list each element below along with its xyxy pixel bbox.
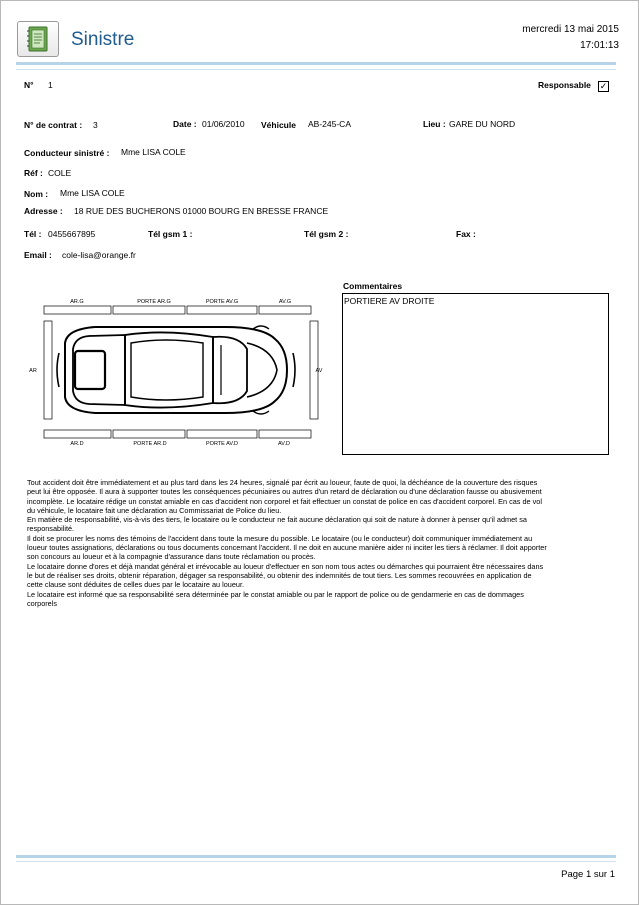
legal-paragraph: Tout accident doit être immédiatement et au plus tard dans les 24 heures, signalé par écrit au loueur, faute de quoi, la déchéance de la couverture des risques peut lui être opposée. Il aura à supporter toutes les conséquences pécuniaires ou autres d'un retard de déclaration ou d'une déclaration fausse ou abusivement incomplète. Le locataire rédige un constat amiable en cas d'accident non corporel et fait effectuer un constat de police en cas d'accident corporel. En cas de vol du véhicule, le locataire fait une déclaration au Commissariat de Police du lieu. — [27, 478, 542, 515]
report-time: 17:01:13 — [580, 40, 619, 51]
zone-label-top: PORTE AR.G — [137, 299, 171, 305]
date-value: 01/06/2010 — [202, 119, 245, 129]
zone-label-top: AR.G — [70, 299, 84, 305]
address-value: 18 RUE DES BUCHERONS 01000 BOURG EN BRESSE FRANCE — [74, 206, 329, 216]
zone-box-top — [259, 306, 311, 314]
place-label: Lieu : — [423, 119, 446, 129]
tel-value: 0455667895 — [48, 229, 96, 239]
zone-label-rear: AR — [29, 368, 37, 374]
zone-box-bottom — [259, 430, 311, 438]
zone-label-bottom: AR.D — [70, 441, 84, 447]
zone-box-bottom — [44, 430, 111, 438]
zone-label-bottom: AV.D — [278, 441, 290, 447]
number-label: N° — [24, 80, 34, 90]
email-value: cole-lisa@orange.fr — [62, 250, 136, 260]
ref-value: COLE — [48, 168, 72, 178]
footer-divider-thin — [16, 861, 616, 862]
zone-box-bottom — [187, 430, 257, 438]
legal-paragraph: En matière de responsabilité, vis-à-vis des tiers, le locataire ou le conducteur ne fait aucune déclaration qui soit de nature à donner à penser qu'il admet sa responsabilité. — [27, 515, 527, 534]
fax-label: Fax : — [456, 229, 476, 239]
driver-value: Mme LISA COLE — [121, 147, 186, 157]
responsable-label: Responsable — [538, 80, 591, 90]
zone-label-bottom: PORTE AR.D — [133, 441, 167, 447]
tel-label: Tél : — [24, 229, 42, 239]
number-value: 1 — [48, 80, 53, 90]
zone-label-top: AV.G — [278, 299, 292, 305]
zone-label-top: PORTE AV.G — [205, 299, 239, 305]
gsm2-label: Tél gsm 2 : — [304, 229, 349, 239]
vehicle-label: Véhicule — [261, 120, 296, 130]
gsm1-label: Tél gsm 1 : — [148, 229, 193, 239]
zone-label-front: AV — [315, 368, 323, 374]
comments-text: PORTIERE AV DROITE — [344, 296, 435, 306]
comments-label: Commentaires — [343, 281, 403, 291]
place-value: GARE DU NORD — [449, 119, 516, 129]
header-divider-thin — [16, 69, 616, 70]
date-label: Date : — [173, 119, 197, 129]
page-number: Page 1 sur 1 — [561, 869, 615, 880]
report-title: Sinistre — [71, 29, 135, 50]
legal-paragraph: Le locataire est informé que sa responsabilité sera déterminée par le constat amiable ou par le rapport de police ou de gendarmerie en cas de dommages corporels — [27, 589, 524, 608]
zone-box-top — [187, 306, 257, 314]
header-divider — [16, 62, 616, 65]
legal-paragraph: Il doit se procurer les noms des témoins de l'accident dans toute la mesure du possible. Le locataire (ou le conducteur) doit communiquer immédiatement au loueur toutes assignations, déclarations ou tous documents concernant l'accident. Il ne doit en aucune manière aider ni inciter les tiers à réclamer. Il doit apporter son concours au loueur et à la compagnie d'assurance dans toute réclamation ou procès. — [27, 533, 547, 562]
contract-value: 3 — [93, 120, 98, 130]
responsable-checkbox[interactable]: ✓ — [599, 81, 608, 91]
zone-box-top — [44, 306, 111, 314]
footer-divider — [16, 855, 616, 858]
car-top-view — [57, 326, 295, 414]
legal-text — [27, 478, 547, 608]
comments-box — [342, 293, 609, 455]
ref-label: Réf : — [24, 168, 43, 178]
contract-label: N° de contrat : — [24, 120, 83, 130]
zone-box-bottom — [113, 430, 185, 438]
zone-box-rear — [44, 321, 52, 419]
legal-paragraph: Le locataire donne d'ores et déjà mandat général et irrévocable au loueur d'effectuer en son nom tous actes ou démarches qui pourraient être nécessaires dans le but de réaliser ses droits, obtenir réparation, dégager sa responsabilité, ou obtenir des indemnités de tout tiers. Les sommes recouvrées en application de cette clause sont déduites de celles dues par le locataire au loueur. — [27, 561, 544, 590]
car-damage-diagram — [25, 293, 325, 451]
name-label: Nom : — [24, 189, 49, 199]
vehicle-value: AB-245-CA — [308, 119, 351, 129]
report-date: mercredi 13 mai 2015 — [522, 24, 619, 35]
driver-label: Conducteur sinistré : — [24, 148, 110, 158]
address-label: Adresse : — [24, 206, 63, 216]
email-label: Email : — [24, 250, 52, 260]
zone-box-top — [113, 306, 185, 314]
name-value: Mme LISA COLE — [60, 188, 125, 198]
zone-label-bottom: PORTE AV.D — [206, 441, 238, 447]
ledger-book-icon — [17, 21, 59, 57]
